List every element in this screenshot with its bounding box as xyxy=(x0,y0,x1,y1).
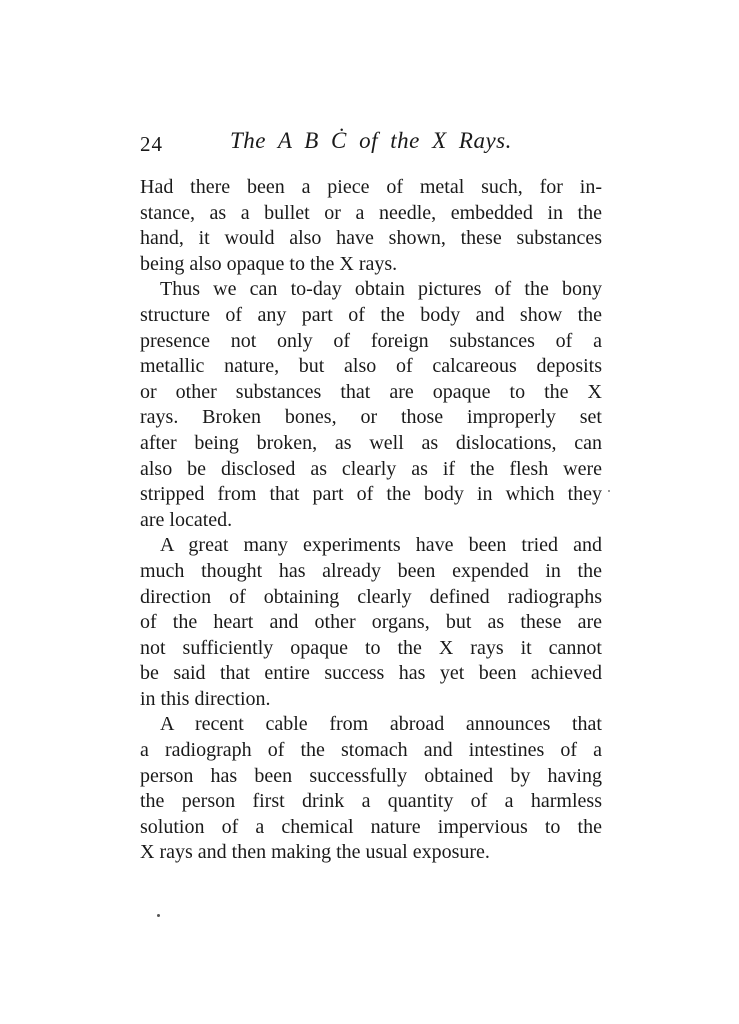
text-line: of the heart and other organs, but as these are xyxy=(140,611,602,634)
text-line: the person first drink a quantity of a harmless xyxy=(140,790,602,813)
text-line: A recent cable from abroad announces that xyxy=(160,713,602,736)
text-line: or other substances that are opaque to the X xyxy=(140,380,602,403)
text-line: direction of obtaining clearly defined radiographs xyxy=(140,585,602,608)
text-line: are located. xyxy=(140,508,233,531)
page-number: 24 xyxy=(140,132,163,156)
text-line: much thought has already been expended in the xyxy=(140,559,602,582)
paragraph-2 xyxy=(140,277,602,533)
text-line: being also opaque to the X rays. xyxy=(140,252,398,275)
text-line: structure of any part of the body and show the xyxy=(140,303,602,326)
text-line: rays. Broken bones, or those improperly set xyxy=(140,406,602,429)
text-line: presence not only of foreign substances of a xyxy=(140,329,602,352)
text-line: stance, as a bullet or a needle, embedded in the xyxy=(140,201,602,224)
text-line: stripped from that part of the body in which they xyxy=(140,483,602,506)
ink-speck xyxy=(157,914,160,917)
paragraph-1 xyxy=(140,175,602,277)
text-line: after being broken, as well as dislocations, can xyxy=(140,431,602,454)
paragraph-4 xyxy=(140,712,602,866)
text-line: X rays and then making the usual exposure. xyxy=(140,841,490,864)
running-head xyxy=(140,128,600,160)
text-line: Had there been a piece of metal such, for in- xyxy=(140,176,602,198)
text-line: not sufficiently opaque to the X rays it cannot xyxy=(140,636,602,659)
text-line: Thus we can to-day obtain pictures of the bony xyxy=(160,278,602,301)
text-line: a radiograph of the stomach and intestines of a xyxy=(140,739,602,762)
text-line: be said that entire success has yet been achieved xyxy=(140,662,602,685)
paragraph-3 xyxy=(140,533,602,712)
ink-speck xyxy=(608,490,610,492)
running-title: The A B Ċ of the X Rays. xyxy=(230,128,512,153)
text-line: metallic nature, but also of calcareous deposits xyxy=(140,355,602,378)
text-line: also be disclosed as clearly as if the flesh were xyxy=(140,457,602,480)
body-text xyxy=(140,175,602,866)
text-line: solution of a chemical nature impervious to the xyxy=(140,815,602,838)
text-line: person has been successfully obtained by having xyxy=(140,764,602,787)
text-line: hand, it would also have shown, these substances xyxy=(140,227,602,250)
text-line: in this direction. xyxy=(140,687,271,710)
text-line: A great many experiments have been tried and xyxy=(160,534,602,557)
